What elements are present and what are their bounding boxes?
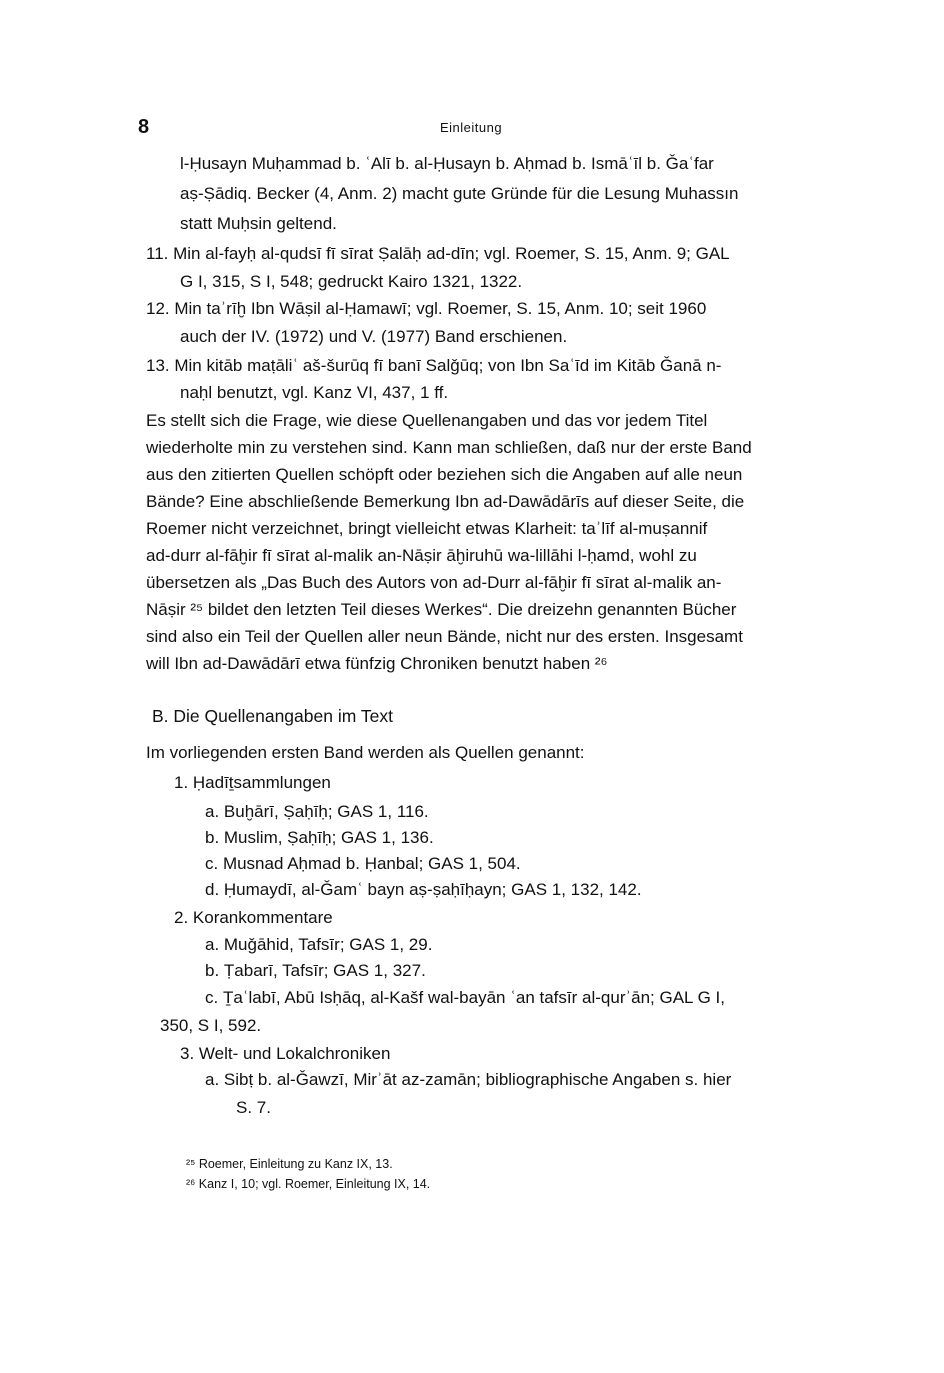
list-item: b. Muslim, Ṣaḥīḥ; GAS 1, 136.	[205, 828, 434, 847]
list-item: c. Ṯaʿlabī, Abū Isḥāq, al-Kašf wal-bayān ʿan tafsīr al-qurʾān; GAL G I,	[205, 988, 725, 1007]
paragraph-line: sind also ein Teil der Quellen aller neun Bände, nicht nur des ersten. Insgesamt	[146, 627, 743, 646]
text-line: l-Ḥusayn Muḥammad b. ʿAlī b. al-Ḥusayn b. Aḥmad b. Ismāʿīl b. Ǧaʿfar	[180, 154, 714, 173]
text-line: auch der IV. (1972) und V. (1977) Band erschienen.	[180, 327, 568, 346]
paragraph-line: aus den zitierten Quellen schöpft oder beziehen sich die Angaben auf alle neun	[146, 465, 743, 484]
text-line: G I, 315, S I, 548; gedruckt Kairo 1321, 1322.	[180, 272, 523, 291]
running-title: Einleitung	[440, 120, 503, 135]
text-line: statt Muḥsin geltend.	[180, 214, 337, 233]
paragraph-line: ad-durr al-fāḫir fī sīrat al-malik an-Nāṣir āḫiruhū wa-lillāhi l-ḥamd, wohl zu	[146, 546, 697, 565]
list-item: a. Muǧāhid, Tafsīr; GAS 1, 29.	[205, 935, 433, 954]
footnote-26: ²⁶ Kanz I, 10; vgl. Roemer, Einleitung IX, 14.	[186, 1177, 431, 1191]
paragraph-line: Nāṣir ²⁵ bildet den letzten Teil dieses Werkes“. Die dreizehn genannten Bücher	[146, 600, 737, 619]
list-item: a. Sibṭ b. al-Ǧawzī, Mirʾāt az-zamān; bibliographische Angaben s. hier	[205, 1070, 732, 1089]
list-item-13: 13. Min kitāb maṭāliʿ aš-šurūq fī banī Salǧūq; von Ibn Saʿīd im Kitāb Ǧanā n-	[146, 356, 722, 375]
list-heading: 2. Korankommentare	[174, 908, 333, 927]
paragraph-line: Bände? Eine abschließende Bemerkung Ibn ad-Dawādārīs auf dieser Seite, die	[146, 492, 745, 511]
list-heading: 1. Ḥadīṯsammlungen	[174, 773, 331, 792]
footnote-25: ²⁵ Roemer, Einleitung zu Kanz IX, 13.	[186, 1157, 393, 1171]
text-line: naḥl benutzt, vgl. Kanz VI, 437, 1 ff.	[180, 383, 449, 402]
paragraph-line: will Ibn ad-Dawādārī etwa fünfzig Chroniken benutzt haben ²⁶	[146, 654, 608, 673]
paragraph-line: wiederholte min zu verstehen sind. Kann man schließen, daß nur der erste Band	[146, 438, 752, 457]
list-item: a. Buḫārī, Ṣaḥīḥ; GAS 1, 116.	[205, 802, 429, 821]
text-line: aṣ-Ṣādiq. Becker (4, Anm. 2) macht gute Gründe für die Lesung Muhassın	[180, 184, 739, 203]
list-item-11: 11. Min al-fayḥ al-qudsī fī sīrat Ṣalāḥ ad-dīn; vgl. Roemer, S. 15, Anm. 9; GAL	[146, 244, 730, 263]
paragraph-line: übersetzen als „Das Buch des Autors von ad-Durr al-fāḫir fī sīrat al-malik an-	[146, 573, 722, 592]
paragraph-line: Roemer nicht verzeichnet, bringt vielleicht etwas Klarheit: taʾlīf al-muṣannif	[146, 519, 708, 538]
list-item-continuation: S. 7.	[236, 1098, 271, 1117]
page-header	[0, 116, 944, 142]
list-item: d. Ḥumaydī, al-Ǧamʿ bayn aṣ-ṣaḥīḥayn; GAS 1, 132, 142.	[205, 880, 642, 899]
page-number: 8	[138, 116, 150, 138]
list-item: c. Musnad Aḥmad b. Ḥanbal; GAS 1, 504.	[205, 854, 521, 873]
paragraph-line: Im vorliegenden ersten Band werden als Quellen genannt:	[146, 743, 585, 762]
section-heading: B. Die Quellenangaben im Text	[152, 706, 393, 726]
paragraph-line: Es stellt sich die Frage, wie diese Quellenangaben und das vor jedem Titel	[146, 411, 708, 430]
list-item: b. Ṭabarī, Tafsīr; GAS 1, 327.	[205, 961, 426, 980]
list-heading: 3. Welt- und Lokalchroniken	[180, 1044, 391, 1063]
list-item-12: 12. Min taʾrīḫ Ibn Wāṣil al-Ḥamawī; vgl. Roemer, S. 15, Anm. 10; seit 1960	[146, 299, 707, 318]
list-item-continuation: 350, S I, 592.	[160, 1016, 262, 1035]
